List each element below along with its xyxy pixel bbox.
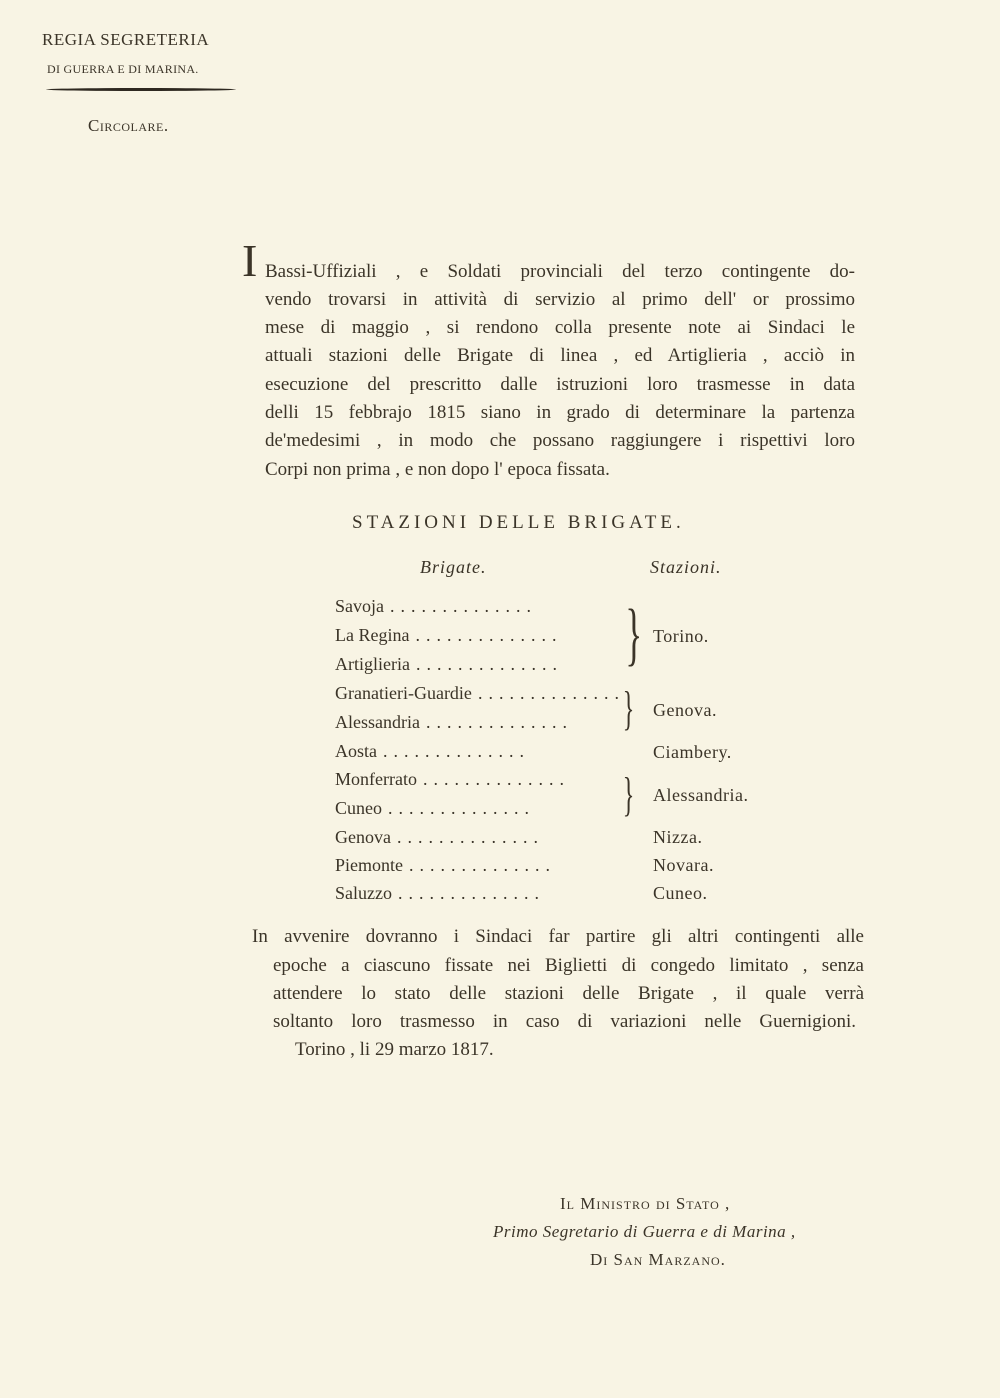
brigate-name: Aosta [335,741,377,761]
table-row: La Regina .............. [335,625,563,645]
date-line: Torino , li 29 marzo 1817. [295,1039,494,1060]
station: Nizza. [653,827,703,847]
document-type: Circolare. [88,116,169,135]
signature-title: Il Ministro di Stato , [560,1194,731,1213]
brace: } [622,768,635,821]
table-row: Savoja .............. [335,596,537,616]
station: Alessandria. [653,785,749,805]
body-line: de'medesimi , in modo che possano raggiungere i rispettivi loro [265,430,855,451]
brigate-name: La Regina [335,625,410,645]
brace: } [622,682,635,735]
closing-line: In avvenire dovranno i Sindaci far partire gli altri contingenti alle [252,926,864,947]
table-row: Cuneo .............. [335,798,535,818]
office-subtitle: DI GUERRA E DI MARINA. [47,62,199,76]
table-row: Saluzzo .............. [335,883,545,903]
signature-name: Di San Marzano. [590,1250,726,1269]
table-row: Granatieri-Guardie .............. [335,683,625,703]
table-row: Monferrato .............. [335,769,570,789]
station: Torino. [653,626,709,646]
brigate-name: Cuneo [335,798,382,818]
brace: } [625,596,643,673]
column-header-brigate: Brigate. [420,557,487,577]
closing-line: attendere lo stato delle stazioni delle Brigate , il quale verrà [273,983,864,1004]
brigate-name: Saluzzo [335,883,392,903]
body-line: delli 15 febbrajo 1815 siano in grado di determinare la partenza [265,402,855,423]
table-title: STAZIONI DELLE BRIGATE. [352,512,685,533]
table-row: Artiglieria .............. [335,654,563,674]
brigate-name: Monferrato [335,769,417,789]
body-line: Bassi-Uffiziali , e Soldati provinciali del terzo contingente do- [265,261,855,282]
brigate-name: Savoja [335,596,384,616]
body-line: Corpi non prima , e non dopo l' epoca fissata. [265,459,610,480]
brigate-name: Genova [335,827,391,847]
brigate-name: Artiglieria [335,654,410,674]
ornamental-rule [46,88,236,91]
drop-cap: I [242,235,258,286]
closing-line: soltanto loro trasmesso in caso di variazioni nelle Guernigioni. [273,1011,856,1032]
closing-line: epoche a ciascuno fissate nei Biglietti di congedo limitato , senza [273,955,864,976]
table-row: Aosta .............. [335,741,530,761]
brigate-name: Piemonte [335,855,403,875]
table-row: Genova .............. [335,827,544,847]
body-line: esecuzione del prescritto dalle istruzioni loro trasmesse in data [265,374,855,395]
brigate-name: Alessandria [335,712,420,732]
signature-role: Primo Segretario di Guerra e di Marina , [493,1222,796,1241]
station: Cuneo. [653,883,708,903]
station: Genova. [653,700,717,720]
station: Novara. [653,855,714,875]
column-header-stazioni: Stazioni. [650,557,722,577]
station: Ciambery. [653,742,732,762]
table-row: Piemonte .............. [335,855,556,875]
brigate-name: Granatieri-Guardie [335,683,472,703]
body-line: mese di maggio , si rendono colla presente note ai Sindaci le [265,317,855,338]
body-line: vendo trovarsi in attività di servizio al primo dell' or prossimo [265,289,855,310]
body-line: attuali stazioni delle Brigate di linea , ed Artiglieria , acciò in [265,345,855,366]
office-title: REGIA SEGRETERIA [42,30,210,49]
table-row: Alessandria .............. [335,712,573,732]
